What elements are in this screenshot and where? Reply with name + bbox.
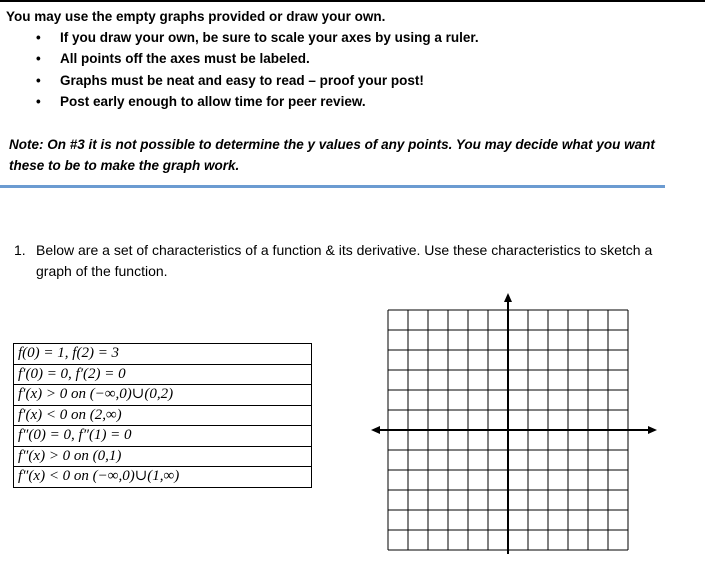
table-row: [14, 405, 312, 426]
instruction-text: All points off the axes must be labeled.: [60, 51, 310, 67]
bullet-icon: •: [36, 72, 41, 88]
question-1: [14, 240, 654, 282]
table-cell: f′(x) > 0 on (−∞,0)∪(0,2): [14, 385, 312, 406]
table-row: [14, 446, 312, 467]
characteristics-table: [13, 343, 312, 488]
bullet-icon: •: [36, 30, 41, 45]
instruction-list: [36, 27, 479, 112]
instruction-text: If you draw your own, be sure to scale your axes by using a ruler.: [60, 30, 479, 45]
question-number: 1.: [14, 242, 26, 258]
table-cell: f″(x) < 0 on (−∞,0)∪(1,∞): [14, 467, 312, 488]
table-cell: f′(x) < 0 on (2,∞): [14, 405, 312, 426]
table-row: [14, 467, 312, 488]
list-item: [36, 70, 479, 91]
list-item: [36, 48, 479, 69]
table-cell: f″(0) = 0, f″(1) = 0: [14, 426, 312, 447]
table-row: [14, 344, 312, 365]
table-cell: f′(0) = 0, f′(2) = 0: [14, 364, 312, 385]
top-rule: [0, 0, 705, 2]
section-divider: [0, 185, 665, 188]
bullet-icon: •: [36, 51, 41, 67]
instruction-text: Graphs must be neat and easy to read – proof your post!: [60, 72, 424, 88]
table-cell: f″(x) > 0 on (0,1): [14, 446, 312, 467]
question-text: Below are a set of characteristics of a function & its derivative. Use these characteristics to sketch a graph of the function.: [36, 242, 653, 279]
table-cell: f(0) = 1, f(2) = 3: [14, 344, 312, 365]
y-axis-arrow-icon: [504, 293, 512, 302]
blank-graph-grid[interactable]: [370, 292, 660, 554]
note-text: Note: On #3 it is not possible to determine the y values of any points. You may decide what you want these to be to make the graph work.: [9, 137, 655, 173]
intro-text: You may use the empty graphs provided or draw your own.: [6, 9, 386, 24]
x-axis-left-arrow-icon: [371, 426, 380, 434]
table-row: [14, 385, 312, 406]
instruction-text: Post early enough to allow time for peer review.: [60, 93, 366, 109]
table-row: [14, 426, 312, 447]
table-row: [14, 364, 312, 385]
x-axis-right-arrow-icon: [648, 426, 657, 434]
list-item: [36, 27, 479, 48]
list-item: [36, 91, 479, 112]
bullet-icon: •: [36, 93, 41, 109]
